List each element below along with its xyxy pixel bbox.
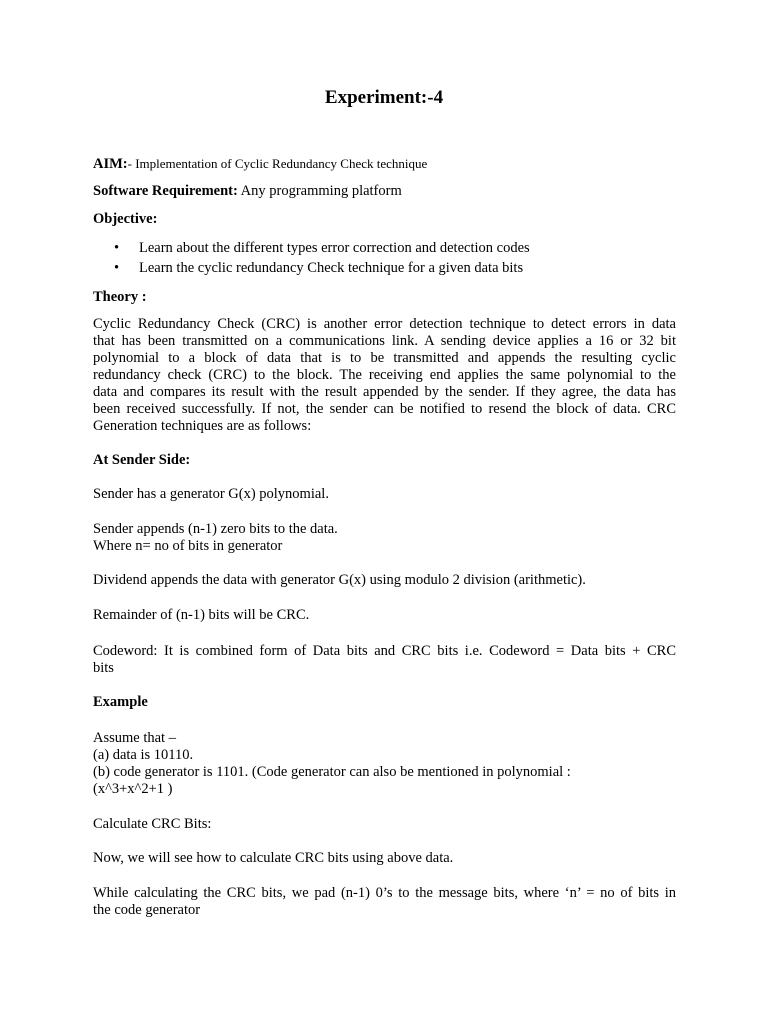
bullet-icon: •	[114, 240, 120, 256]
bullet-icon: •	[114, 260, 120, 276]
generator-polynomial: (x^3+x^2+1 )	[93, 781, 173, 797]
sender-paragraph: Sender appends (n-1) zero bits to the data.	[93, 521, 338, 537]
list-item	[93, 240, 676, 260]
objective-item-text: Learn about the different types error correction and detection codes	[139, 240, 530, 256]
sender-paragraph: Remainder of (n-1) bits will be CRC.	[93, 607, 310, 623]
theory-line: Generation techniques are as follows:	[93, 418, 312, 434]
sender-paragraph: Dividend appends the data with generator G(x) using modulo 2 division (arithmetic).	[93, 572, 586, 588]
assume-line: Assume that –	[93, 730, 176, 746]
calc-crc-heading: Calculate CRC Bits:	[93, 816, 212, 832]
now-line: Now, we will see how to calculate CRC bits using above data.	[93, 850, 454, 866]
software-requirement	[93, 183, 676, 200]
padding-paragraph	[93, 885, 676, 919]
codeword-line: bits	[93, 660, 114, 676]
theory-heading: Theory :	[93, 289, 147, 305]
objective-list	[93, 240, 676, 280]
page-title: Experiment:-4	[324, 87, 444, 108]
aim-label: AIM:	[93, 156, 128, 172]
sender-paragraph: Where n= no of bits in generator	[93, 538, 283, 554]
codeword-line: Codeword: It is combined form of Data bits and CRC bits i.e. Codeword = Data bits + CRC	[93, 643, 676, 659]
software-label: Software Requirement:	[93, 183, 238, 199]
objective-item-text: Learn the cyclic redundancy Check technique for a given data bits	[139, 260, 524, 276]
padding-line: the code generator	[93, 902, 201, 918]
theory-line: been received successfully. If not, the sender can be notified to resend the block of data. CRC	[93, 401, 676, 417]
aim-text: - Implementation of Cyclic Redundancy Check technique	[127, 156, 428, 171]
theory-line: redundancy check (CRC) to the block. The receiving end applies the same polynomial to the	[93, 367, 676, 383]
theory-line: Cyclic Redundancy Check (CRC) is another error detection technique to detect errors in data	[93, 316, 676, 332]
assume-item-b: (b) code generator is 1101. (Code generator can also be mentioned in polynomial :	[93, 764, 571, 780]
aim-line	[93, 155, 676, 173]
theory-line: data and compares its result with the result appended by the sender. If they agree, the data has	[93, 384, 676, 400]
codeword-paragraph	[93, 643, 676, 677]
software-text: Any programming platform	[237, 183, 402, 199]
list-item	[93, 260, 676, 280]
sender-paragraph: Sender has a generator G(x) polynomial.	[93, 486, 329, 502]
example-heading: Example	[93, 694, 148, 710]
theory-line: polynomial to a block of data that is to be transmitted and appends the resulting cyclic	[93, 350, 676, 366]
objective-heading: Objective:	[93, 211, 158, 227]
theory-paragraph	[93, 316, 676, 435]
assume-item-a: (a) data is 10110.	[93, 747, 194, 763]
padding-line: While calculating the CRC bits, we pad (n-1) 0’s to the message bits, where ‘n’ = no of bits in	[93, 885, 676, 901]
theory-line: that has been transmitted on a communications link. A sending device applies a 16 or 32 bit	[93, 333, 676, 349]
sender-heading: At Sender Side:	[93, 452, 191, 468]
